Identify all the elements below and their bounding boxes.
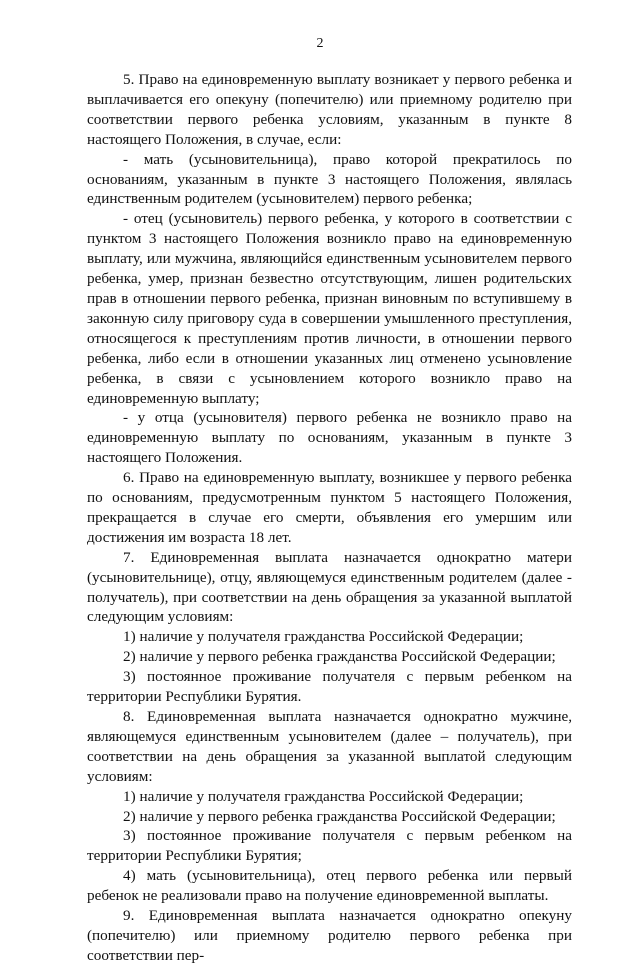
paragraph-7-condition-1: 1) наличие у получателя гражданства Российской Федерации; xyxy=(123,628,524,646)
paragraph-5-item-father: - отец (усыновитель) первого ребенка, у которого в соответствии с пунктом 3 настоящего Положения возникло право на единовременную выплату, или мужчина, являющийся единственным усыновителем первого ребенка, умер, признан безвестно отсутствующим, лишен родительских прав в отношении первого ребенка, признан виновным по вступившему в законную силу приговору суда в совершении умышленного преступления, относящегося к преступлениям против личности, в отношении первого ребенка, либо если в отношении указанных лиц отменено усыновление ребенка, в связи с усыновлением которого возникло право на единовременную выплату; xyxy=(87,210,572,407)
paragraph-7-condition-3: 3) постоянное проживание получателя с первым ребенком на территории Республики Бурятия. xyxy=(87,668,572,706)
paragraph-8: 8. Единовременная выплата назначается однократно мужчине, являющемуся единственным усыновителем (далее – получатель), при соответствии на день обращения за указанной выплатой следующим условиям: xyxy=(87,708,572,785)
paragraph-8-condition-1: 1) наличие у получателя гражданства Российской Федерации; xyxy=(123,787,524,805)
paragraph-8-condition-3: 3) постоянное проживание получателя с первым ребенком на территории Республики Бурятия; xyxy=(87,827,572,865)
paragraph-5-item-no-right: - у отца (усыновителя) первого ребенка не возникло право на единовременную выплату по основаниям, указанным в пункте 3 настоящего Положения. xyxy=(87,409,572,467)
document-body xyxy=(87,70,572,966)
paragraph-5-item-mother: - мать (усыновительница), право которой прекратилось по основаниям, указанным в пункте 3 настоящего Положения, являлась единственным родителем (усыновителем) первого ребенка; xyxy=(87,150,572,208)
paragraph-7: 7. Единовременная выплата назначается однократно матери (усыновительнице), отцу, являющемуся единственным родителем (далее - получатель), при соответствии на день обращения за указанной выплатой следующим условиям: xyxy=(87,548,572,626)
paragraph-8-condition-4: 4) мать (усыновительница), отец первого ребенка или первый ребенок не реализовали право на получение единовременной выплаты. xyxy=(87,867,572,905)
paragraph-7-condition-2: 2) наличие у первого ребенка гражданства Российской Федерации; xyxy=(123,648,556,666)
paragraph-5: 5. Право на единовременную выплату возникает у первого ребенка и выплачивается его опекуну (попечителю) или приемному родителю при соответствии первого ребенка условиям, указанным в пункте 8 настоящего Положения, в случае, если: xyxy=(87,71,572,148)
page-number: 2 xyxy=(316,36,324,51)
paragraph-9: 9. Единовременная выплата назначается однократно опекуну (попечителю) или приемному родителю первого ребенка при соответствии пер- xyxy=(87,907,572,964)
paragraph-6: 6. Право на единовременную выплату, возникшее у первого ребенка по основаниям, предусмотренным пунктом 5 настоящего Положения, прекращается в случае его смерти, объявления его умершим или достижения им возраста 18 лет. xyxy=(87,469,572,546)
paragraph-8-condition-2: 2) наличие у первого ребенка гражданства Российской Федерации; xyxy=(123,807,556,825)
